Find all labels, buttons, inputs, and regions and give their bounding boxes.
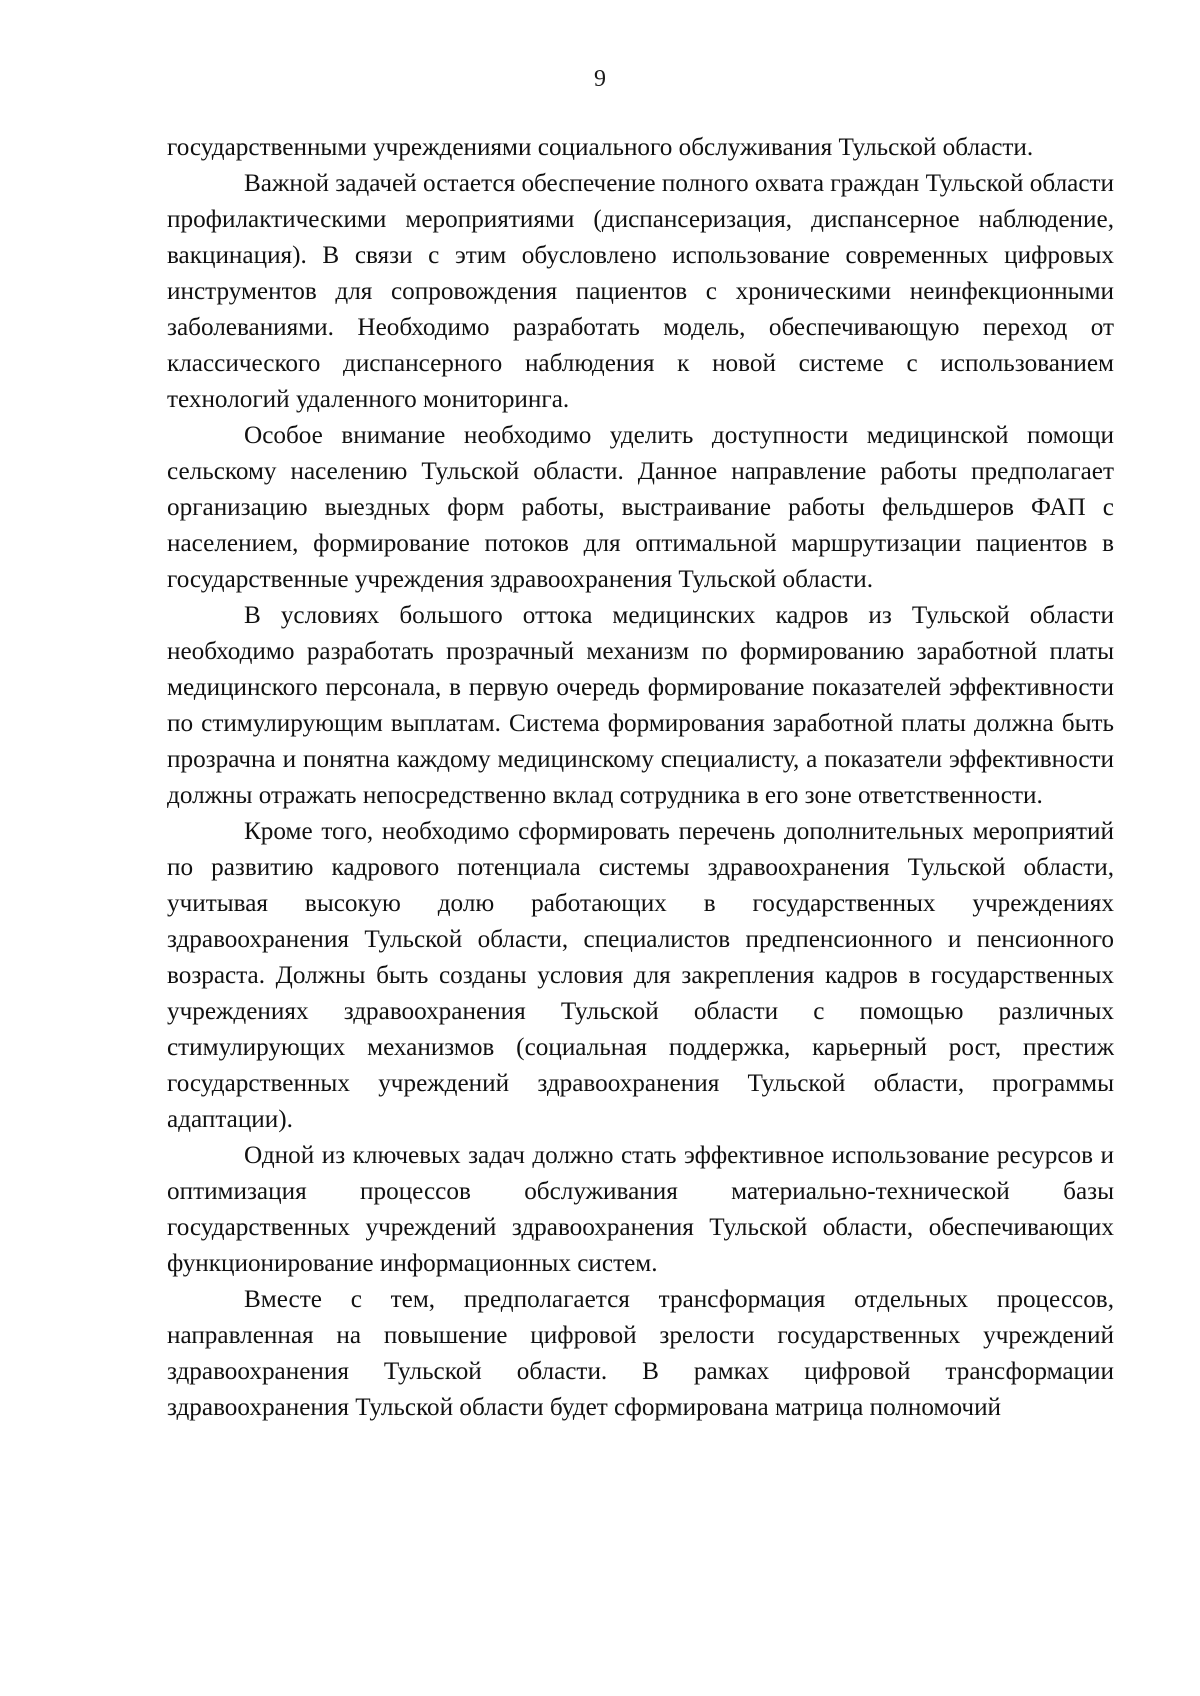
paragraph-continuation: государственными учреждениями социального обслуживания Тульской области. — [167, 134, 1034, 161]
paragraph-staff-potential: Кроме того, необходимо сформировать перечень дополнительных мероприятий по развитию кадрового потенциала системы здравоохранения Тульской области, учитывая высокую долю работающих в государственных учреждениях здравоохранения Тульской области, специалистов предпенсионного и пенсионного возраста. Должны быть созданы условия для закрепления кадров в государственных учреждениях здравоохранения Тульской области с помощью различных стимулирующих механизмов (социальная поддержка, карьерный рост, престиж государственных учреждений здравоохранения Тульской области, программы адаптации). — [167, 818, 1114, 1133]
document-body — [167, 130, 1114, 1426]
paragraph-prevention: Важной задачей остается обеспечение полного охвата граждан Тульской области профилактическими мероприятиями (диспансеризация, диспансерное наблюдение, вакцинация). В связи с этим обусловлено использование современных цифровых инструментов для сопровождения пациентов с хроническими неинфекционными заболеваниями. Необходимо разработать модель, обеспечивающую переход от классического диспансерного наблюдения к новой системе с использованием технологий удаленного мониторинга. — [167, 170, 1114, 413]
paragraph-salary-mechanism: В условиях большого оттока медицинских кадров из Тульской области необходимо разработать прозрачный механизм по формированию заработной платы медицинского персонала, в первую очередь формирование показателей эффективности по стимулирующим выплатам. Система формирования заработной платы должна быть прозрачна и понятна каждому медицинскому специалисту, а показатели эффективности должны отражать непосредственно вклад сотрудника в его зоне ответственности. — [167, 602, 1114, 809]
paragraph-digital-transformation: Вместе с тем, предполагается трансформация отдельных процессов, направленная на повышение цифровой зрелости государственных учреждений здравоохранения Тульской области. В рамках цифровой трансформации здравоохранения Тульской области будет сформирована матрица полномочий — [167, 1286, 1114, 1421]
page-number: 9 — [594, 66, 606, 92]
paragraph-resources: Одной из ключевых задач должно стать эффективное использование ресурсов и оптимизация процессов обслуживания материально-технической базы государственных учреждений здравоохранения Тульской области, обеспечивающих функционирование информационных систем. — [167, 1142, 1114, 1277]
paragraph-rural-care: Особое внимание необходимо уделить доступности медицинской помощи сельскому населению Тульской области. Данное направление работы предполагает организацию выездных форм работы, выстраивание работы фельдшеров ФАП с населением, формирование потоков для оптимальной маршрутизации пациентов в государственные учреждения здравоохранения Тульской области. — [167, 422, 1114, 593]
